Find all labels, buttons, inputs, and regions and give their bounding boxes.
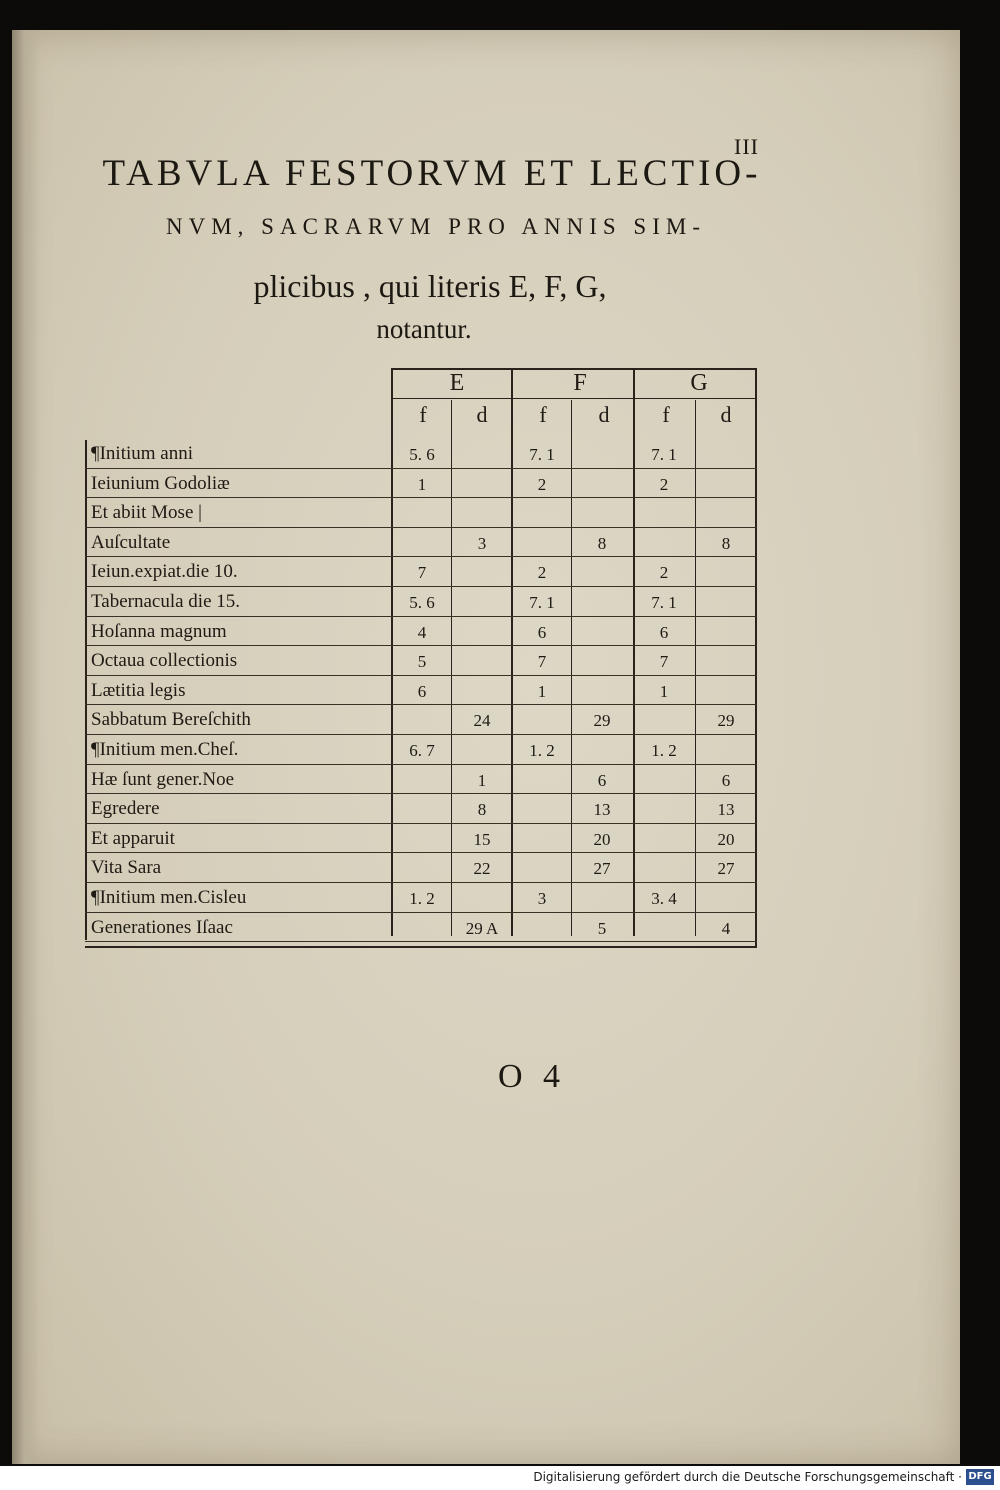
table-cell: 6 (659, 622, 669, 642)
row-label: Hoſanna magnum (91, 620, 227, 642)
row-rule (85, 616, 757, 617)
table-cell: 8 (597, 533, 607, 553)
table-cell: 2 (537, 474, 547, 494)
table-cell: 1 (537, 681, 547, 701)
subheader-g-d: d (720, 402, 732, 427)
row-rule (85, 527, 757, 528)
table-cell: 6 (721, 770, 731, 790)
table-cell: 29 A (465, 918, 499, 938)
row-label: Octaua collectionis (91, 650, 238, 672)
group-header-e: E (449, 370, 465, 396)
footer-bar (0, 1466, 1000, 1490)
table-cell: 22 (473, 859, 491, 879)
table-cell: 6 (417, 681, 427, 701)
row-rule (85, 852, 757, 853)
page-number: III (734, 134, 759, 159)
row-label: Hæ ſunt gener.Noe (91, 768, 235, 790)
row-rule (85, 882, 757, 883)
row-label: Et abiit Mose | (91, 502, 202, 524)
row-label: Sabbatum Bereſchith (91, 709, 251, 731)
row-rule (85, 586, 757, 587)
column-rule (451, 400, 452, 936)
row-label: Vita Sara (91, 857, 162, 879)
table-cell: 15 (473, 829, 491, 849)
row-rule (85, 556, 757, 557)
table-cell: 5. 6 (409, 445, 435, 464)
table-cell: 2 (537, 563, 547, 583)
footer-credit: Digitalisierung gefördert durch die Deutsche Forschungsgemeinschaft · (533, 1470, 962, 1484)
dfg-logo: DFG (966, 1469, 994, 1485)
table-bottom-rule (85, 946, 757, 948)
subheader-f-d: d (598, 402, 610, 427)
table-cell: 20 (717, 829, 735, 849)
table-cell: 4 (417, 622, 427, 642)
book-page (12, 30, 960, 1464)
row-rule (85, 823, 757, 824)
row-label: Egredere (91, 798, 160, 820)
label-column-rule (85, 440, 87, 940)
table-cell: 1 (477, 770, 487, 790)
column-rule (695, 400, 696, 936)
row-rule (85, 912, 757, 913)
table-cell: 24 (473, 711, 491, 731)
table-cell: 1. 2 (651, 741, 677, 760)
title-line-3: plicibus , qui literis E, F, G, (253, 268, 607, 304)
group-rule (393, 398, 757, 399)
column-rule (755, 368, 757, 948)
table-cell: 7. 1 (529, 593, 555, 612)
row-label: Lætitia legis (91, 679, 186, 701)
subheader-g-f: f (662, 402, 670, 427)
table-cell: 3. 4 (651, 889, 677, 908)
row-label: Tabernacula die 15. (91, 591, 241, 612)
table-cell: 1. 2 (409, 889, 435, 908)
row-rule (85, 793, 757, 794)
title-line-4: notantur. (376, 314, 472, 344)
table-cell: 7 (537, 652, 547, 672)
table-cell: 3 (477, 533, 487, 553)
table-cell: 7. 1 (651, 445, 677, 464)
table-cell: 7 (659, 652, 669, 672)
subheader-e-d: d (476, 402, 488, 427)
table-cell: 1. 2 (529, 741, 555, 760)
row-label: Ieiun.expiat.die 10. (91, 561, 238, 583)
table-cell: 6. 7 (409, 741, 435, 760)
table-cell: 1 (417, 474, 427, 494)
table-cell: 27 (717, 859, 735, 879)
table-cell: 5. 6 (409, 593, 435, 612)
festivals-table (75, 368, 765, 968)
table-cell: 6 (597, 770, 607, 790)
table-cell: 5 (597, 918, 607, 938)
table-cell: 2 (659, 563, 669, 583)
column-rule (571, 400, 572, 936)
group-header-g: G (690, 370, 708, 396)
row-rule (85, 497, 757, 498)
row-rule (85, 734, 757, 735)
table-cell: 29 (717, 711, 735, 731)
table-cell: 7. 1 (529, 445, 555, 464)
table-cell: 13 (593, 800, 611, 820)
table-cell: 29 (593, 711, 611, 731)
row-label: ¶Initium men.Cheſ. (91, 739, 239, 760)
row-rule (85, 764, 757, 765)
subheader-f-f: f (539, 402, 547, 427)
signature-mark: O 4 (498, 1058, 567, 1095)
table-top-rule (393, 368, 757, 370)
row-label: Ieiunium Godoliæ (91, 472, 230, 494)
row-label: Generationes Iſaac (91, 916, 233, 938)
table-cell: 3 (537, 889, 547, 908)
table-cell: 20 (593, 829, 611, 849)
table-cell: 1 (659, 681, 669, 701)
row-label: ¶Initium men.Cisleu (91, 887, 247, 908)
table-cell: 4 (721, 918, 731, 938)
table-cell: 8 (721, 533, 731, 553)
title-line-2: NVM, SACRARVM PRO ANNIS SIM- (166, 214, 706, 239)
row-rule (85, 645, 757, 646)
table-cell: 5 (417, 652, 427, 672)
subheader-e-f: f (419, 402, 427, 427)
row-rule (85, 675, 757, 676)
table-cell: 6 (537, 622, 547, 642)
table-cell: 27 (593, 859, 611, 879)
row-label: Auſcultate (91, 531, 171, 553)
table-cell: 8 (477, 800, 487, 820)
page-gutter (12, 30, 40, 1464)
table-cell: 7 (417, 563, 427, 583)
row-label: Et apparuit (91, 827, 175, 849)
table-cell: 7. 1 (651, 593, 677, 612)
group-header-f: F (573, 370, 587, 396)
table-cell: 13 (717, 800, 735, 820)
title-line-1: TABVLA FESTORVM ET LECTIO- (102, 153, 762, 194)
row-rule (85, 941, 757, 942)
row-label: ¶Initium anni (91, 443, 194, 464)
row-rule (85, 468, 757, 469)
table-cell: 2 (659, 474, 669, 494)
row-rule (85, 704, 757, 705)
